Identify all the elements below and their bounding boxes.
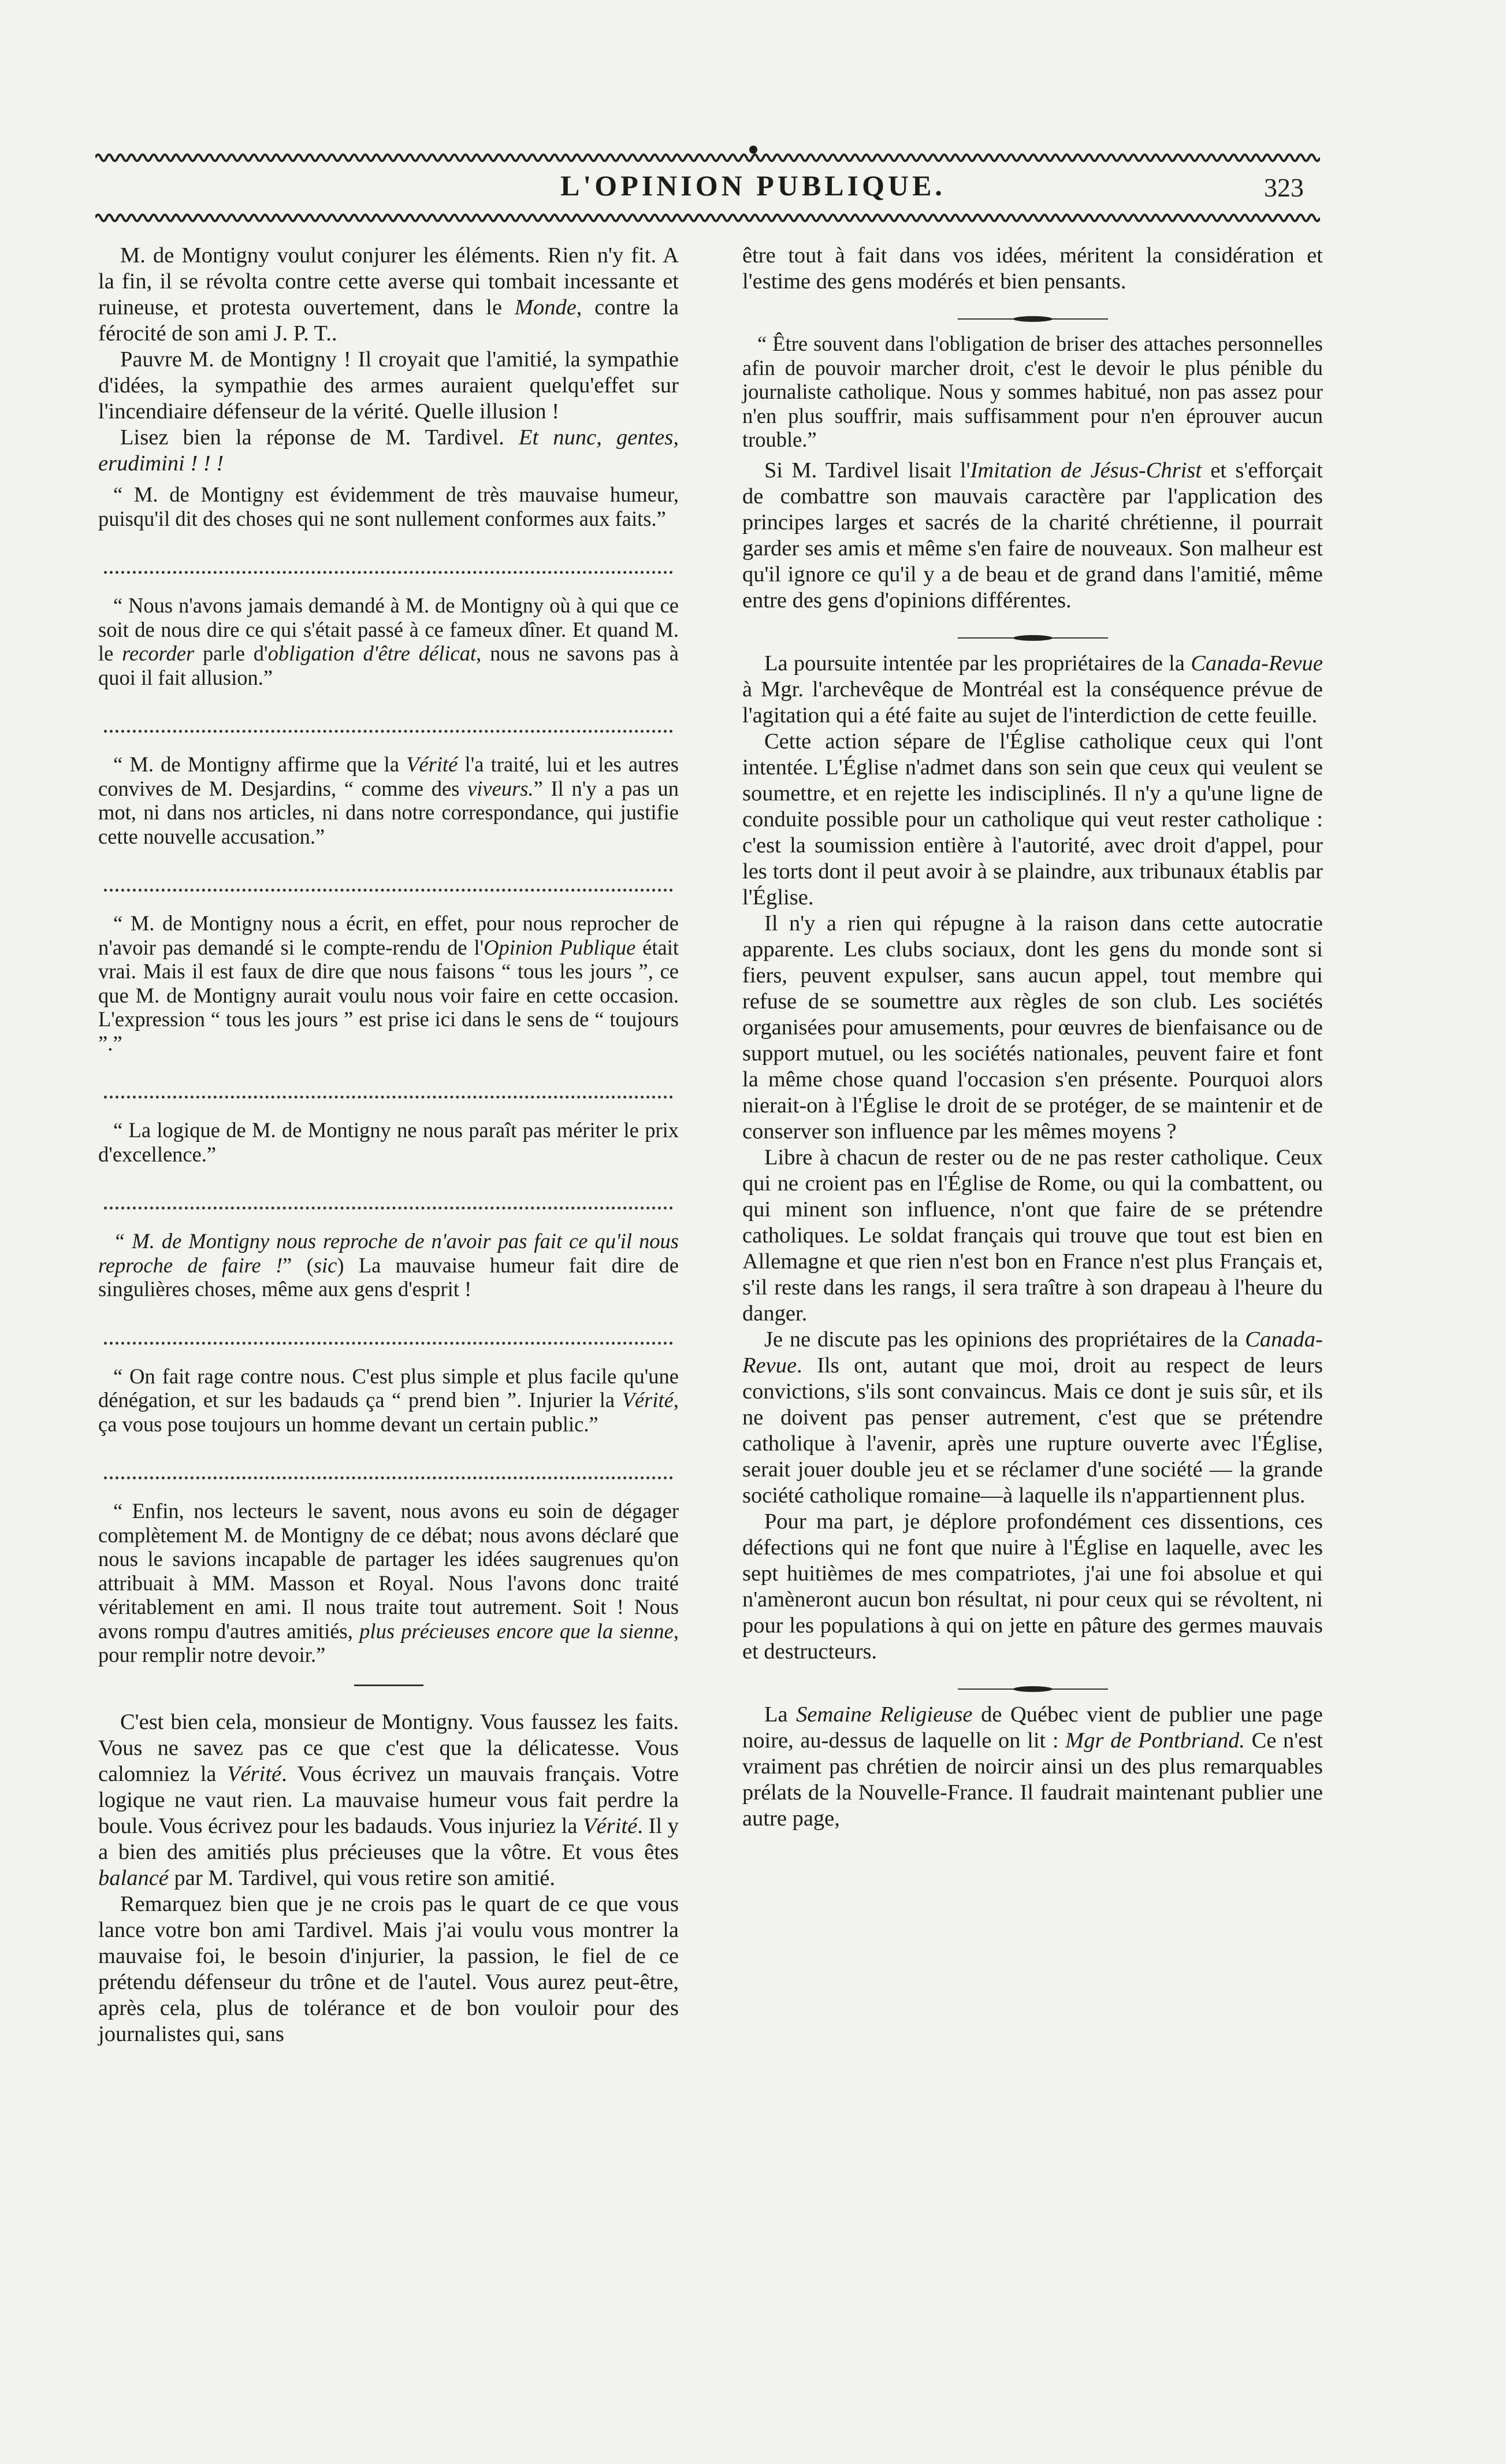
running-header-title: L'OPINION PUBLIQUE. bbox=[560, 169, 946, 202]
left-column bbox=[98, 243, 679, 2047]
short-rule bbox=[354, 1684, 423, 1686]
quote: “ Nous n'avons jamais demandé à M. de Montigny où à qui que ce soit de nous dire ce qui s'était passé à ce fameux dîner. Et quand M. le recorder parle d'obligation d'être délicat, nous ne savons pas à quoi il fait allusion.” bbox=[98, 593, 679, 689]
dotted-separator bbox=[104, 1442, 673, 1479]
bottom-wavy-rule bbox=[95, 210, 1320, 225]
quote: “ Enfin, nos lecteurs le savent, nous avons eu soin de dégager complètement M. de Montigny de ce débat; nous avons déclaré que nous le savions incapable de partager les idées saugrenues qu'on attribuait à MM. Masson et Royal. Nous l'avons donc traité véritablement en ami. Il nous traite tout autrement. Soit ! Nous avons rompu d'autres amitiés, plus précieuses encore que la sienne, pour remplir notre devoir.” bbox=[98, 1499, 679, 1667]
dotted-separator bbox=[104, 1307, 673, 1345]
paragraph: La poursuite intentée par les propriétaires de la Canada-Revue à Mgr. l'archevêque de Montréal est la conséquence prévue de l'agitation qui a été faite au sujet de l'interdiction de cette feuille. bbox=[742, 651, 1323, 728]
quote: “ La logique de M. de Montigny ne nous paraît pas mériter le prix d'excellence.” bbox=[98, 1118, 679, 1166]
dotted-separator bbox=[104, 854, 673, 892]
dotted-separator bbox=[104, 536, 673, 574]
paragraph: Si M. Tardivel lisait l'Imitation de Jésus-Christ et s'efforçait de combattre son mauvais caractère par l'application des principes larges et sacrés de la charité chrétienne, il pourrait garder ses amis et même s'en faire de nouveaux. Son malheur est qu'il ignore ce qu'il y a de beau et de grand dans l'amitié, même entre des gens d'opinions différentes. bbox=[742, 458, 1323, 613]
paragraph: être tout à fait dans vos idées, méritent la considération et l'estime des gens modérés et bien pensants. bbox=[742, 243, 1323, 294]
paragraph: Pour ma part, je déplore profondément ces dissentions, ces défections qui ne font que nuire à l'Église en laquelle, avec les sept huitièmes de mes compatriotes, j'ai une foi absolue et qui n'amèneront aucun bon résultat, ni pour ceux qui se révoltent, ni pour les populations à qui on jette en pâture des germes mauvais et destructeurs. bbox=[742, 1509, 1323, 1664]
quote: “ On fait rage contre nous. C'est plus simple et plus facile qu'une dénégation, et sur les badauds ça “ prend bien ”. Injurier la Vérité, ça vous pose toujours un homme devant un certain public.” bbox=[98, 1364, 679, 1436]
section-ornament bbox=[742, 1675, 1323, 1687]
paragraph: Cette action sépare de l'Église catholique ceux qui l'ont intentée. L'Église n'admet dans son sein que ceux qui veulent se soumettre, et en rejette les indisciplinés. Il n'y a qu'une ligne de conduite possible pour un catholique qui veut rester catholique : c'est la soumission entière à l'autorité, avec droit d'appel, pour les torts dont il peut avoir à se plaindre, aux tribunaux établis par l'Église. bbox=[742, 729, 1323, 910]
paragraph: M. de Montigny voulut conjurer les éléments. Rien n'y fit. A la fin, il se révolta contre cette averse qui tombait incessante et ruineuse, et protesta ouvertement, dans le Monde, contre la férocité de son ami J. P. T.. bbox=[98, 243, 679, 346]
paragraph: Libre à chacun de rester ou de ne pas rester catholique. Ceux qui ne croient pas en l'Église de Rome, ou qui la combattent, ou qui minent son influence, n'ont que faire de se prétendre catholiques. Le soldat français qui trouve que tout est bien en Allemagne et que rien n'est bon en France n'est plus Français et, s'il reste dans les rangs, il sera traître à son drapeau à l'heure du danger. bbox=[742, 1145, 1323, 1326]
top-wavy-rule bbox=[95, 150, 1320, 165]
paragraph: Il n'y a rien qui répugne à la raison dans cette autocratie apparente. Les clubs sociaux, dont les gens du monde sont si fiers, peuvent expulser, sans aucun appel, tout membre qui refuse de se soumettre aux règles de son club. Les sociétés organisées pour amusements, pour œuvres de bienfaisance ou de support mutuel, ou les sociétés nationales, peuvent faire et font la même chose quand l'occasion s'en présente. Pourquoi alors nierait-on à l'Église le droit de se protéger, de se maintenir et de conserver son influence par les mêmes moyens ? bbox=[742, 911, 1323, 1144]
dotted-separator bbox=[104, 1172, 673, 1209]
section-ornament bbox=[742, 305, 1323, 317]
right-column bbox=[742, 243, 1323, 1832]
dotted-separator bbox=[104, 1061, 673, 1099]
section-ornament bbox=[742, 624, 1323, 636]
paragraph: Je ne discute pas les opinions des propriétaires de la Canada-Revue. Ils ont, autant que moi, droit au respect de leurs convictions, s'ils sont convaincus. Mais ce dont je suis sûr, et ils ne doivent pas penser autrement, c'est que se prétendre catholique à l'avenir, après une rupture ouverte avec l'Église, serait jouer double jeu et se réclamer d'une société — la grande société catholique romaine—à laquelle ils n'appartiennent plus. bbox=[742, 1327, 1323, 1508]
paragraph: Lisez bien la réponse de M. Tardivel. Et nunc, gentes, erudimini ! ! ! bbox=[98, 425, 679, 476]
header-ornament-dot bbox=[749, 146, 757, 154]
quote: “ M. de Montigny nous a écrit, en effet, pour nous reprocher de n'avoir pas demandé si le compte-rendu de l'Opinion Publique était vrai. Mais il est faux de dire que nous faisons “ tous les jours ”, ce que M. de Montigny aurait voulu nous voir faire en cette occasion. L'expression “ tous les jours ” est prise ici dans le sens de “ toujours ”.” bbox=[98, 911, 679, 1055]
quote: “ Être souvent dans l'obligation de briser des attaches personnelles afin de pouvoir marcher droit, c'est le devoir le plus pénible du journaliste catholique. Nous y sommes habitué, non pas assez pour n'en plus souffrir, mais suffisamment pour n'en éprouver aucun trouble.” bbox=[742, 332, 1323, 451]
paragraph: Remarquez bien que je ne crois pas le quart de ce que vous lance votre bon ami Tardivel. Mais j'ai voulu vous montrer la mauvaise foi, le besoin d'injurier, la passion, le fiel de ce prétendu défenseur du trône et de l'autel. Vous aurez peut-être, après cela, plus de tolérance et de bon vouloir pour des journalistes qui, sans bbox=[98, 1891, 679, 2046]
quote: “ M. de Montigny affirme que la Vérité l'a traité, lui et les autres convives de M. Desjardins, “ comme des viveurs.” Il n'y a pas un mot, ni dans nos articles, ni dans notre correspondance, qui justifie cette nouvelle accusation.” bbox=[98, 752, 679, 848]
quote: “ M. de Montigny nous reproche de n'avoir pas fait ce qu'il nous reproche de faire !” (sic) La mauvaise humeur fait dire de singulières choses, même aux gens d'esprit ! bbox=[98, 1229, 679, 1301]
dotted-separator bbox=[104, 695, 673, 733]
quote: “ M. de Montigny est évidemment de très mauvaise humeur, puisqu'il dit des choses qui ne sont nullement conformes aux faits.” bbox=[98, 483, 679, 530]
paragraph: C'est bien cela, monsieur de Montigny. Vous faussez les faits. Vous ne savez pas ce que c'est que la délicatesse. Vous calomniez la Vérité. Vous écrivez un mauvais français. Votre logique ne vaut rien. La mauvaise humeur vous fait perdre la boule. Vous écrivez pour les badauds. Vous injuriez la Vérité. Il y a bien des amitiés plus précieuses que la vôtre. Et vous êtes balancé par M. Tardivel, qui vous retire son amitié. bbox=[98, 1709, 679, 1890]
paragraph: La Semaine Religieuse de Québec vient de publier une page noire, au-dessus de laquelle on lit : Mgr de Pontbriand. Ce n'est vraiment pas chrétien de noircir ainsi un des plus remarquables prélats de la Nouvelle-France. Il faudrait maintenant publier une autre page, bbox=[742, 1702, 1323, 1831]
page-number: 323 bbox=[1264, 173, 1304, 202]
paragraph: Pauvre M. de Montigny ! Il croyait que l'amitié, la sympathie d'idées, la sympathie des armes auraient quelqu'effet sur l'incendiaire défenseur de la vérité. Quelle illusion ! bbox=[98, 347, 679, 424]
